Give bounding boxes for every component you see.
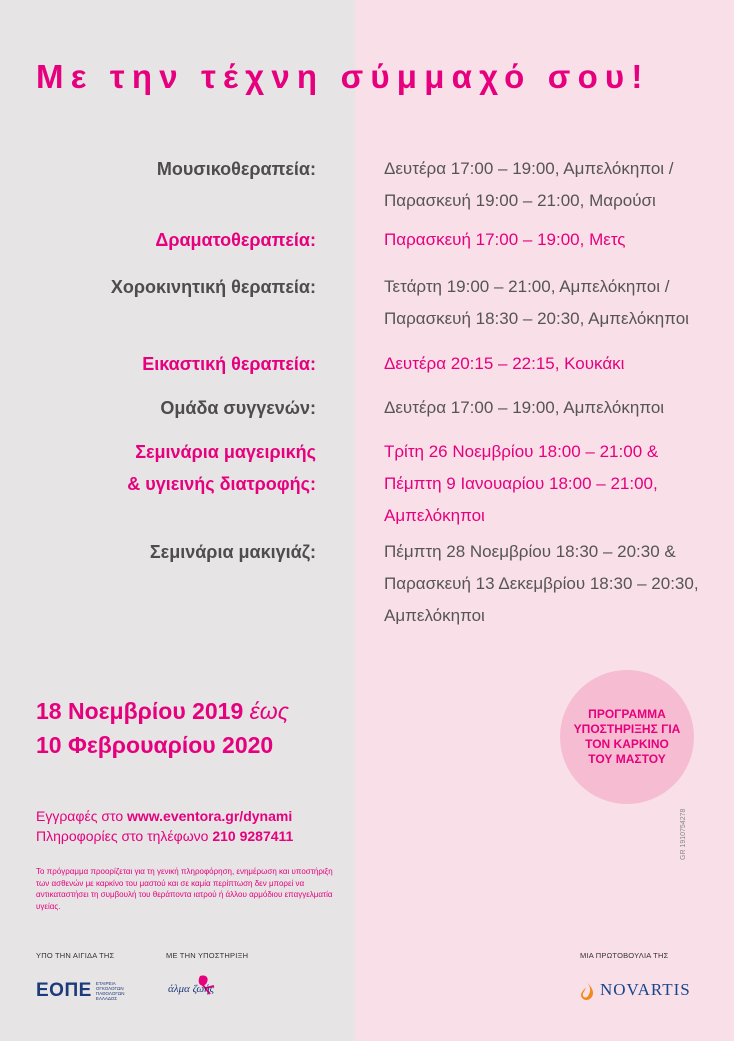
activity-label-line: Σεμινάρια μαγειρικής: [135, 442, 316, 462]
novartis-logo-text: NOVARTIS: [600, 980, 691, 999]
until-word: έως: [249, 698, 289, 724]
eope-logo: [36, 980, 136, 1002]
activity-label-line: Ομάδα συγγενών:: [160, 398, 316, 418]
activity-schedule: [384, 224, 626, 256]
program-dates: [36, 694, 289, 762]
auspices-caption: ΥΠΟ ΤΗΝ ΑΙΓΙΔΑ ΤΗΣ: [36, 951, 115, 960]
schedule-line: Παρασκευή 13 Δεκεμβρίου 18:30 – 20:30,: [384, 574, 699, 593]
schedule-line: Πέμπτη 9 Ιανουαρίου 18:00 – 21:00,: [384, 474, 658, 493]
activity-label: [157, 153, 316, 185]
schedule-line: Δευτέρα 17:00 – 19:00, Αμπελόκηποι: [384, 398, 665, 417]
activity-label: [111, 271, 316, 303]
activity-label: [127, 436, 316, 500]
activity-label: [155, 224, 316, 256]
activity-label-line: Σεμινάρια μακιγιάζ:: [149, 542, 316, 562]
schedule-line: Τρίτη 26 Νοεμβρίου 18:00 – 21:00 &: [384, 442, 659, 461]
registration-url[interactable]: www.eventora.gr/dynami: [127, 808, 293, 824]
end-date: 10 Φεβρουαρίου 2020: [36, 732, 274, 758]
activity-schedule: [384, 436, 658, 532]
activity-label-line: Μουσικοθεραπεία:: [156, 159, 316, 179]
eope-logo-subtitle: ΕΤΑΙΡΕΙΑ ΟΓΚΟΛΟΓΩΝ ΠΑΘΟΛΟΓΩΝ ΕΛΛΑΔΟΣ: [95, 981, 125, 1001]
schedule-line: Πέμπτη 28 Νοεμβρίου 18:30 – 20:30 &: [384, 542, 676, 561]
activity-schedule: [384, 536, 699, 632]
document-code: GR 1910754278: [680, 808, 687, 860]
schedule-line: Παρασκευή 18:30 – 20:30, Αμπελόκηποι: [384, 309, 689, 328]
activity-schedule: [384, 271, 689, 335]
alma-zois-logo-text: άλμα ζωής: [168, 983, 215, 995]
activity-label: [150, 536, 316, 568]
activity-label: [160, 392, 316, 424]
start-date: 18 Νοεμβρίου 2019: [36, 698, 244, 724]
eope-logo-text: ΕΟΠΕ: [36, 980, 92, 1001]
activity-label: [142, 348, 316, 380]
activity-schedule: [384, 153, 674, 217]
activity-schedule: [384, 392, 664, 424]
alma-zois-logo-mark: [166, 972, 226, 1004]
initiative-caption: ΜΙΑ ΠΡΩΤΟΒΟΥΛΙΑ ΤΗΣ: [580, 951, 669, 960]
registration-info: [36, 806, 293, 846]
support-caption: ΜΕ ΤΗΝ ΥΠΟΣΤΗΡΙΞΗ: [166, 951, 249, 960]
alma-zois-logo: [166, 972, 226, 1004]
schedule-line: Παρασκευή 17:00 – 19:00, Μετς: [384, 230, 626, 249]
novartis-flame-icon: [578, 980, 594, 1000]
schedule-line: Αμπελόκηποι: [384, 606, 485, 625]
activity-label-line: & υγιεινής διατροφής:: [127, 474, 316, 494]
program-badge: [560, 670, 694, 804]
schedule-line: Τετάρτη 19:00 – 21:00, Αμπελόκηποι /: [384, 277, 670, 296]
disclaimer-text: Το πρόγραμμα προορίζεται για τη γενική πληροφόρηση, ενημέρωση και υποστήριξη των ασθενών με καρκίνο του μαστού και σε καμία περίπτωση δεν μπορεί να αντικαταστήσει τη συμβουλή του θεράποντα ιατρού ή άλλου αρμόδιου επαγγελματία υγείας.: [36, 867, 333, 911]
novartis-logo: [578, 980, 691, 1000]
activity-label-line: Χοροκινητική θεραπεία:: [110, 277, 316, 297]
schedule-line: Δευτέρα 17:00 – 19:00, Αμπελόκηποι /: [384, 159, 674, 178]
info-prefix: Πληροφορίες στο τηλέφωνο: [36, 828, 209, 844]
registration-prefix: Εγγραφές στο: [36, 808, 124, 824]
phone-number[interactable]: 210 9287411: [212, 828, 294, 844]
badge-text: ΠΡΟΓΡΑΜΜΑ ΥΠΟΣΤΗΡΙΞΗΣ ΓΙΑ ΤΟΝ ΚΑΡΚΙΝΟ ΤΟΥ ΜΑΣΤΟΥ: [573, 707, 681, 766]
schedule-line: Παρασκευή 19:00 – 21:00, Μαρούσι: [384, 191, 656, 210]
schedule-line: Αμπελόκηποι: [384, 506, 485, 525]
activity-schedule: [384, 348, 624, 380]
activity-label-line: Εικαστική θεραπεία:: [142, 354, 316, 374]
page-title: Με την τέχνη σύμμαχό σου!: [36, 58, 650, 95]
activity-label-line: Δραματοθεραπεία:: [155, 230, 316, 250]
schedule-line: Δευτέρα 20:15 – 22:15, Κουκάκι: [384, 354, 625, 373]
